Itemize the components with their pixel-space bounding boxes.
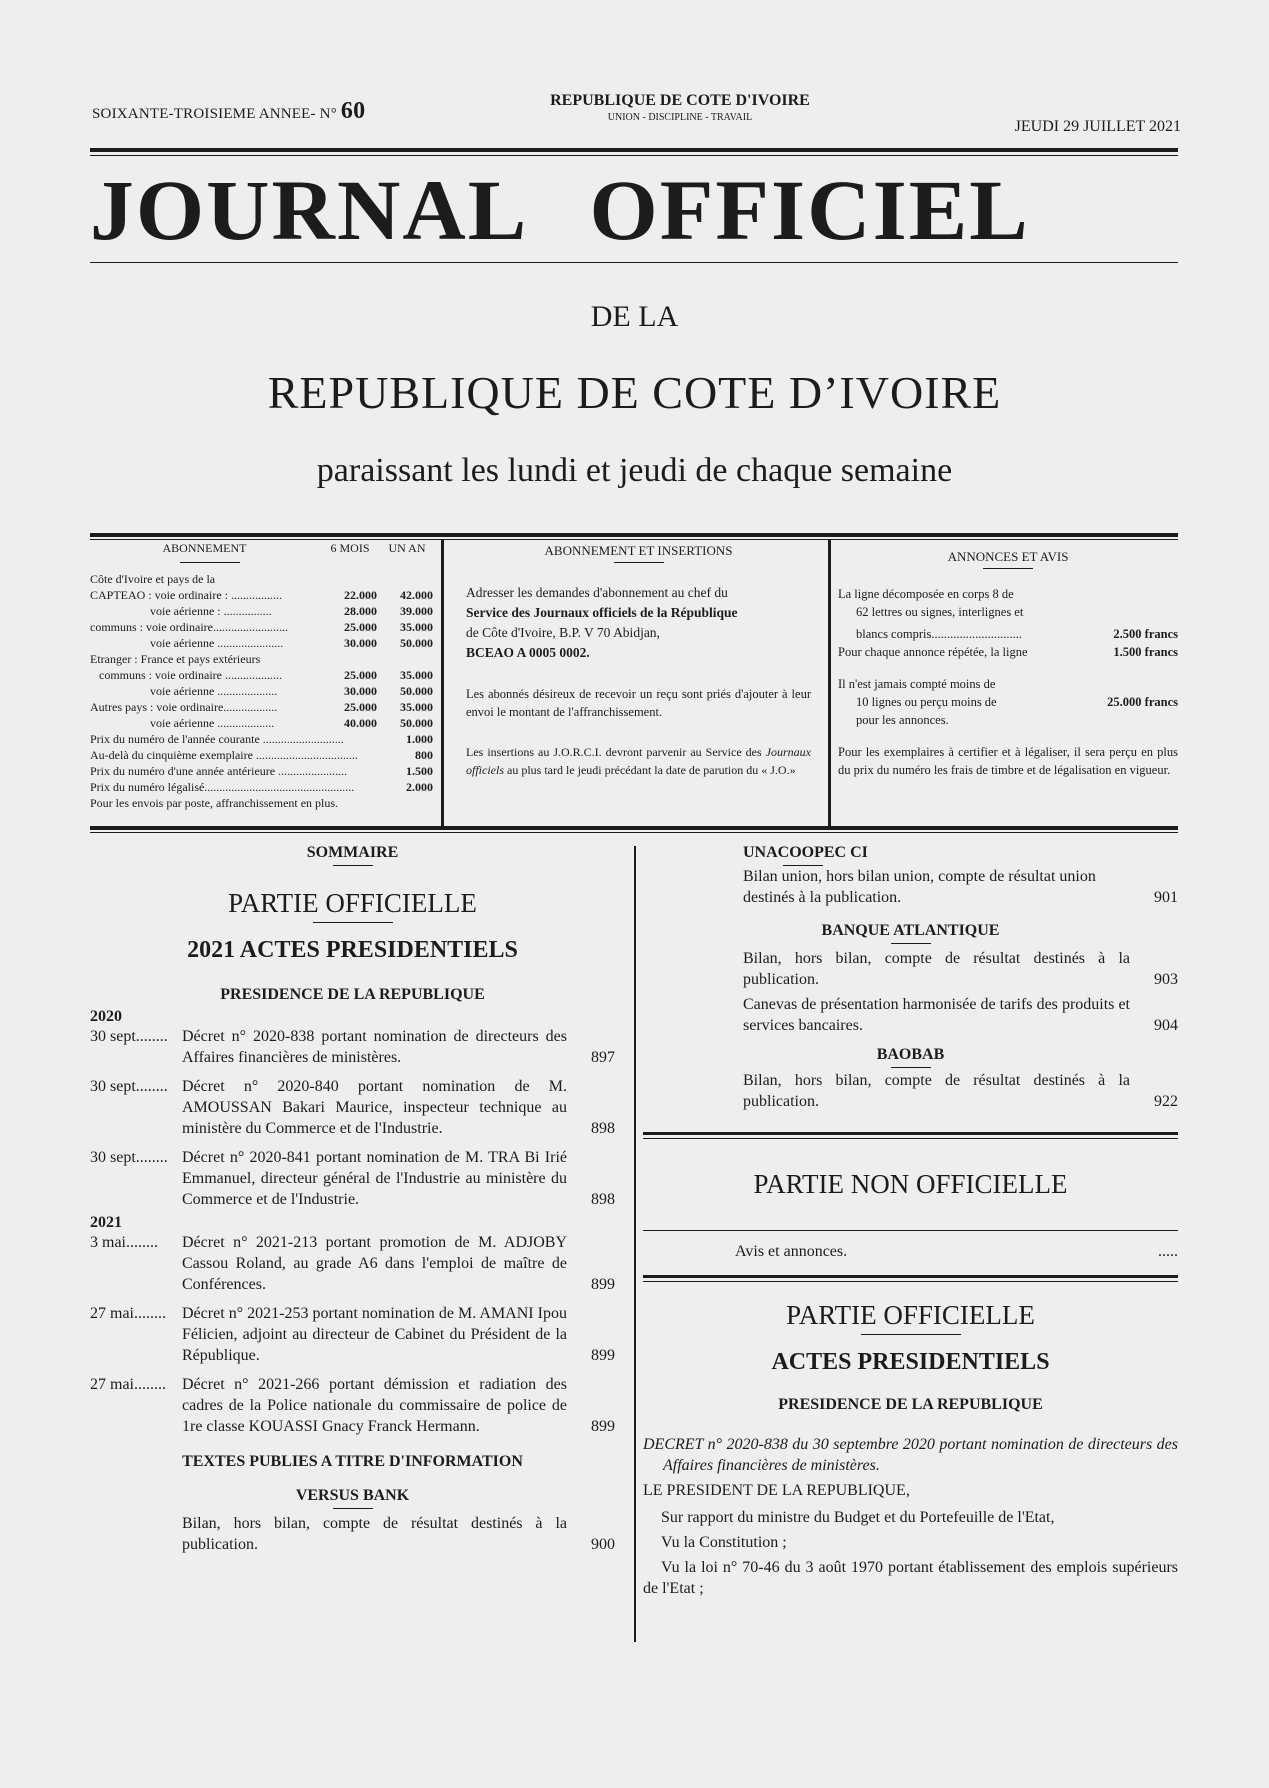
issue-year-text: SOIXANTE-TROISIEME ANNEE- N° (92, 106, 337, 122)
sommaire-entry-date: 27 mai........ (90, 1376, 166, 1393)
annonces-row-repeat (838, 643, 1178, 661)
abonnement-row-6mois: 30.000 (344, 636, 377, 650)
abonnement-row-unan: 39.000 (400, 604, 433, 618)
sommaire-actes-presidentiels: 2021 ACTES PRESIDENTIELS (187, 937, 518, 963)
avis-text: Avis et annonces. (735, 1243, 848, 1260)
abonnement-row-label: Prix du numéro de l'année courante ........................... (90, 732, 344, 746)
sommaire-entry (90, 1076, 615, 1139)
sommaire-entry-text: Décret n° 2021-213 portant promotion de M. ADJOBY Cassou Roland, au grade A6 dans l'emploi de maître de Conférences. (182, 1234, 567, 1293)
banque-atlantique-title: BANQUE ATLANTIQUE (821, 922, 1000, 939)
header-rule-thick (90, 148, 1178, 152)
annonces-price-repeat: 1.500 francs (1113, 645, 1178, 659)
abonnement-row-6mois (344, 731, 389, 747)
abonnement-row-unan: 35.000 (400, 620, 433, 634)
sommaire-presidence: PRESIDENCE DE LA REPUBLIQUE (220, 986, 485, 1003)
abonnement-row-unan: 50.000 (400, 636, 433, 650)
abonnement-row-unan: 35.000 (400, 668, 433, 682)
abonnement-row-label: voie aérienne : ................ (90, 604, 272, 618)
abonnement-row-label: CAPTEAO : voie ordinaire : ................. (90, 588, 282, 602)
banque-text-1: Bilan, hors bilan, compte de résultat destinés à la publication. (743, 950, 1130, 988)
entries-2020-list (90, 1026, 615, 1210)
sommaire-entry-page: 898 (591, 1120, 615, 1137)
abonnement-row (90, 731, 433, 747)
abonnement-head-underline (180, 562, 240, 563)
sommaire-partie-officielle: PARTIE OFFICIELLE (228, 888, 477, 918)
partie-non-officielle-title: PARTIE NON OFFICIELLE (753, 1169, 1068, 1199)
sommaire-entry-date: 30 sept........ (90, 1149, 168, 1166)
abonnement-header (90, 540, 433, 562)
insertions-deadline-a: Les insertions au J.O.R.C.I. devront parvenir au Service des (466, 745, 762, 759)
abonnement-row-6mois (319, 651, 377, 667)
insertions-paragraph-receipt: Les abonnés désireux de recevoir un reçu sont priés d'ajouter à leur envoi le montant de l'affranchissement. (466, 687, 811, 719)
year-2020: 2020 (90, 1008, 122, 1025)
insertions-address-line3: de Côte d'Ivoire, B.P. V 70 Abidjan, (466, 625, 660, 640)
abonnement-row-6mois (358, 747, 396, 763)
insertions-deadline-journaux: Journaux officiels (466, 745, 811, 777)
annonces-head-underline (983, 568, 1033, 569)
abonnement-row (90, 571, 433, 587)
abonnement-row-6mois: 25.000 (344, 700, 377, 714)
abonnement-row-label: Autres pays : voie ordinaire.................. (90, 700, 278, 714)
header-rule-thin (90, 155, 1178, 156)
sommaire-entry-text: Décret n° 2021-253 portant nomination de M. AMANI Ipou Félicien, adjoint au directeur de Cabinet du Président de la République. (182, 1305, 567, 1364)
annonces-price-line: 2.500 francs (1113, 627, 1178, 641)
abonnement-row-6mois (347, 763, 391, 779)
abonnement-row (90, 747, 433, 763)
annonces-line5: Il n'est jamais compté moins de (838, 677, 996, 691)
partie-rule-top-thin (643, 1281, 1178, 1282)
baobab-page: 922 (1154, 1093, 1178, 1110)
issue-date: JEUDI 29 JUILLET 2021 (1014, 118, 1181, 135)
body-partie-underline (861, 1334, 961, 1335)
sommaire-entry-date: 27 mai........ (90, 1305, 166, 1322)
avis-dots: ..... (1158, 1243, 1178, 1260)
body-presidence: PRESIDENCE DE LA REPUBLIQUE (778, 1396, 1043, 1413)
textes-publies-title: TEXTES PUBLIES A TITRE D'INFORMATION (182, 1453, 523, 1470)
baobab-title: BAOBAB (876, 1046, 945, 1063)
versus-bank-title: VERSUS BANK (295, 1487, 410, 1504)
abonnement-row-label: Au-delà du cinquième exemplaire .................................. (90, 748, 358, 762)
banque-text-2: Canevas de présentation harmonisée de tarifs des produits et services bancaires. (743, 996, 1130, 1034)
country-name: REPUBLIQUE DE COTE D'IVOIRE (550, 92, 810, 109)
baobab-entry (643, 1070, 1178, 1112)
sommaire-entry-text: Décret n° 2020-840 portant nomination de M. AMOUSSAN Bakari Maurice, inspecteur technique au ministère du Commerce et de l'Industrie. (182, 1078, 567, 1137)
insertions-service-name: Service des Journaux officiels de la République (466, 605, 738, 620)
sommaire-underline (333, 865, 373, 866)
unacoopec-text: Bilan union, hors bilan union, compte de résultat union destinés à la publication. (743, 868, 1096, 906)
sommaire-entry (90, 1374, 615, 1437)
avis-entry (643, 1243, 1178, 1261)
abonnement-row-6mois (338, 795, 386, 811)
annonces-title: ANNONCES ET AVIS (947, 549, 1069, 564)
abonnement-row-unan (386, 795, 433, 811)
versus-bank-text: Bilan, hors bilan, compte de résultat destinés à la publication. (182, 1515, 567, 1553)
annonces-legalisation: Pour les exemplaires à certifier et à légaliser, il sera perçu en plus du prix du numéro les frais de timbre et de légalisation en vigueur. (838, 745, 1178, 777)
insertions-paragraph-deadline (466, 743, 811, 779)
sommaire-entry-text: Décret n° 2020-841 portant nomination de M. TRA Bi Irié Emmanuel, directeur général de l'Industrie au ministère du Commerce et de l'Industrie. (182, 1149, 567, 1208)
abonnement-row-label: Prix du numéro d'une année antérieure ....................... (90, 764, 348, 778)
abonnement-row (90, 683, 433, 699)
abonnement-col-6mois: 6 MOIS (330, 541, 370, 555)
abonnement-row (90, 635, 433, 651)
abonnement-row (90, 715, 433, 731)
partie-underline (313, 922, 393, 923)
unacoopec-title: UNACOOPEC CI (743, 844, 868, 861)
insertions-text (466, 583, 811, 779)
abonnement-row-6mois: 28.000 (344, 604, 377, 618)
abonnement-row-unan: 800 (415, 748, 433, 762)
annonces-line2: 62 lettres ou signes, interlignes et (856, 605, 1024, 619)
unacoopec-page: 901 (1154, 889, 1178, 906)
non-officielle-rule-top (643, 1132, 1178, 1135)
annonces-row-min (838, 693, 1178, 711)
insertions-title: ABONNEMENT ET INSERTIONS (544, 543, 733, 558)
insertions-paragraph-address (466, 583, 811, 663)
abonnement-row-label: Prix du numéro légalisé.................................................. (90, 780, 355, 794)
abonnement-title: ABONNEMENT (162, 541, 247, 555)
annonces-row-blancs (838, 625, 1178, 643)
info-rule-bottom (90, 826, 1178, 830)
entries-2021-list (90, 1232, 615, 1437)
banque-page-1: 903 (1154, 971, 1178, 988)
annonces-line3: blancs compris............................. (856, 627, 1022, 641)
abonnement-row-label: communs : voie ordinaire......................... (90, 620, 288, 634)
abonnement-row-label: Côte d'Ivoire et pays de la (90, 572, 216, 586)
sommaire-entry-page: 899 (591, 1276, 615, 1293)
abonnement-row (90, 763, 433, 779)
versus-underline (333, 1508, 373, 1509)
banque-underline (891, 943, 931, 944)
non-officielle-rule-top-thin (643, 1138, 1178, 1139)
sommaire-entry-page: 897 (591, 1049, 615, 1066)
sommaire-entry (90, 1303, 615, 1366)
annonces-line4: Pour chaque annonce répétée, la ligne (838, 645, 1028, 659)
country-header (500, 92, 860, 123)
abonnement-row-label: communs : voie ordinaire ................... (90, 668, 282, 682)
abonnement-row (90, 795, 433, 811)
insertions-deadline-c: au plus tard le jeudi précédant la date de parution du « J.O.» (507, 763, 796, 777)
sur-rapport: Sur rapport du ministre du Budget et du Portefeuille de l'Etat, (661, 1509, 1055, 1526)
sommaire-entry-date: 30 sept........ (90, 1028, 168, 1045)
body-actes-presidentiels: ACTES PRESIDENTIELS (771, 1349, 1050, 1375)
abonnement-row-unan: 1.000 (406, 732, 433, 746)
abonnement-row-label: Pour les envois par poste, affranchissement en plus. (90, 796, 339, 810)
baobab-text: Bilan, hors bilan, compte de résultat destinés à la publication. (743, 1072, 1130, 1110)
insertions-address-line1: Adresser les demandes d'abonnement au chef du (466, 585, 728, 600)
abonnement-row-unan: 1.500 (406, 764, 433, 778)
versus-bank-entry (90, 1513, 615, 1555)
banque-entry-1 (643, 948, 1178, 990)
abonnement-row-unan: 42.000 (400, 588, 433, 602)
country-motto: UNION - DISCIPLINE - TRAVAIL (607, 112, 753, 123)
right-column (643, 844, 1178, 1599)
abonnement-row-unan (377, 651, 433, 667)
vu-constitution: Vu la Constitution ; (661, 1534, 787, 1551)
sommaire-entry-page: 899 (591, 1418, 615, 1435)
decret-title: DECRET n° 2020-838 du 30 septembre 2020 portant nomination de directeurs des Affaires financières de ministères. (643, 1436, 1178, 1474)
masthead-word-officiel: OFFICIEL (589, 162, 1030, 258)
abonnement-row-6mois (319, 571, 377, 587)
abonnement-row-6mois: 30.000 (344, 684, 377, 698)
abonnement-row-label: voie aérienne ................... (90, 716, 275, 730)
non-officielle-rule-bottom (643, 1230, 1178, 1231)
sommaire-title: SOMMAIRE (306, 844, 399, 861)
abonnement-row-6mois (354, 779, 394, 795)
insertions-bceao: BCEAO A 0005 0002. (466, 645, 590, 660)
sommaire-entry-date: 30 sept........ (90, 1078, 168, 1095)
annonces-line7: pour les annonces. (856, 713, 949, 727)
abonnement-row (90, 651, 433, 667)
masthead-de-la: DE LA (590, 300, 679, 333)
annonces-line-rate (838, 585, 1178, 621)
abonnement-row-6mois: 25.000 (344, 620, 377, 634)
sommaire-entry-date: 3 mai........ (90, 1234, 158, 1251)
sommaire-entry-text: Décret n° 2020-838 portant nomination de directeurs des Affaires financières de ministères. (182, 1028, 567, 1066)
insertions-head-underline (614, 562, 664, 563)
abonnement-row-6mois: 40.000 (344, 716, 377, 730)
banque-page-2: 904 (1154, 1017, 1178, 1034)
abonnement-row-label: voie aérienne ...................... (90, 636, 284, 650)
issue-number: 60 (340, 98, 366, 124)
abonnement-row (90, 619, 433, 635)
abonnement-row-unan (377, 571, 433, 587)
abonnement-row-unan: 50.000 (400, 684, 433, 698)
abonnement-row-unan: 35.000 (400, 700, 433, 714)
annonces-box (838, 540, 1178, 822)
info-rule-top (90, 533, 1178, 537)
abonnement-row-label: Etranger : France et pays extérieurs (90, 652, 261, 666)
abonnement-table (90, 571, 433, 811)
body-partie-officielle: PARTIE OFFICIELLE (786, 1300, 1035, 1330)
le-president: LE PRESIDENT DE LA REPUBLIQUE, (643, 1482, 910, 1499)
abonnement-row-unan: 2.000 (406, 780, 433, 794)
sommaire-entry (90, 1147, 615, 1210)
masthead-word-journal: JOURNAL (90, 162, 529, 258)
annonces-line1: La ligne décomposée en corps 8 de (838, 587, 1014, 601)
baobab-underline (891, 1067, 931, 1068)
abonnement-row-unan: 50.000 (400, 716, 433, 730)
masthead-frequency: paraissant les lundi et jeudi de chaque semaine (316, 452, 953, 489)
abonnement-row-6mois: 22.000 (344, 588, 377, 602)
sommaire-entry-page: 899 (591, 1347, 615, 1364)
vu-loi: Vu la loi n° 70-46 du 3 août 1970 portant établissement des emplois supérieurs de l'Etat ; (643, 1559, 1178, 1597)
annonces-text (838, 585, 1178, 779)
sommaire-entry (90, 1026, 615, 1068)
year-2021: 2021 (90, 1214, 122, 1231)
column-divider (634, 846, 636, 1642)
masthead-title (90, 160, 1202, 260)
abonnement-box (90, 540, 433, 822)
sommaire-column (90, 844, 615, 1555)
masthead-rule (90, 262, 1178, 263)
abonnement-row (90, 699, 433, 715)
abonnement-row (90, 603, 433, 619)
masthead-republic: REPUBLIQUE DE COTE D’IVOIRE (267, 367, 1002, 418)
abonnement-row-6mois: 25.000 (344, 668, 377, 682)
versus-bank-page: 900 (591, 1536, 615, 1553)
annonces-line6: 10 lignes ou perçu moins de (856, 695, 997, 709)
annonces-price-min: 25.000 francs (1107, 695, 1178, 709)
abonnement-row (90, 779, 433, 795)
info-rule-bottom-thin (90, 832, 1178, 833)
abonnement-row-label: voie aérienne .................... (90, 684, 278, 698)
banque-entry-2 (643, 994, 1178, 1036)
insertions-box (466, 540, 811, 822)
issue-year (92, 98, 365, 125)
abonnement-row (90, 587, 433, 603)
unacoopec-entry (643, 866, 1178, 908)
sommaire-entry-text: Décret n° 2021-266 portant démission et radiation des cadres de la Police nationale du commissaire de police de 1re classe KOUASSI Gnacy Franck Hermann. (182, 1376, 567, 1435)
partie-rule-top (643, 1275, 1178, 1278)
info-divider-left (441, 540, 444, 826)
sommaire-entry-page: 898 (591, 1191, 615, 1208)
abonnement-row (90, 667, 433, 683)
sommaire-entry (90, 1232, 615, 1295)
abonnement-col-unan: UN AN (388, 541, 426, 555)
info-divider-right (828, 540, 831, 826)
